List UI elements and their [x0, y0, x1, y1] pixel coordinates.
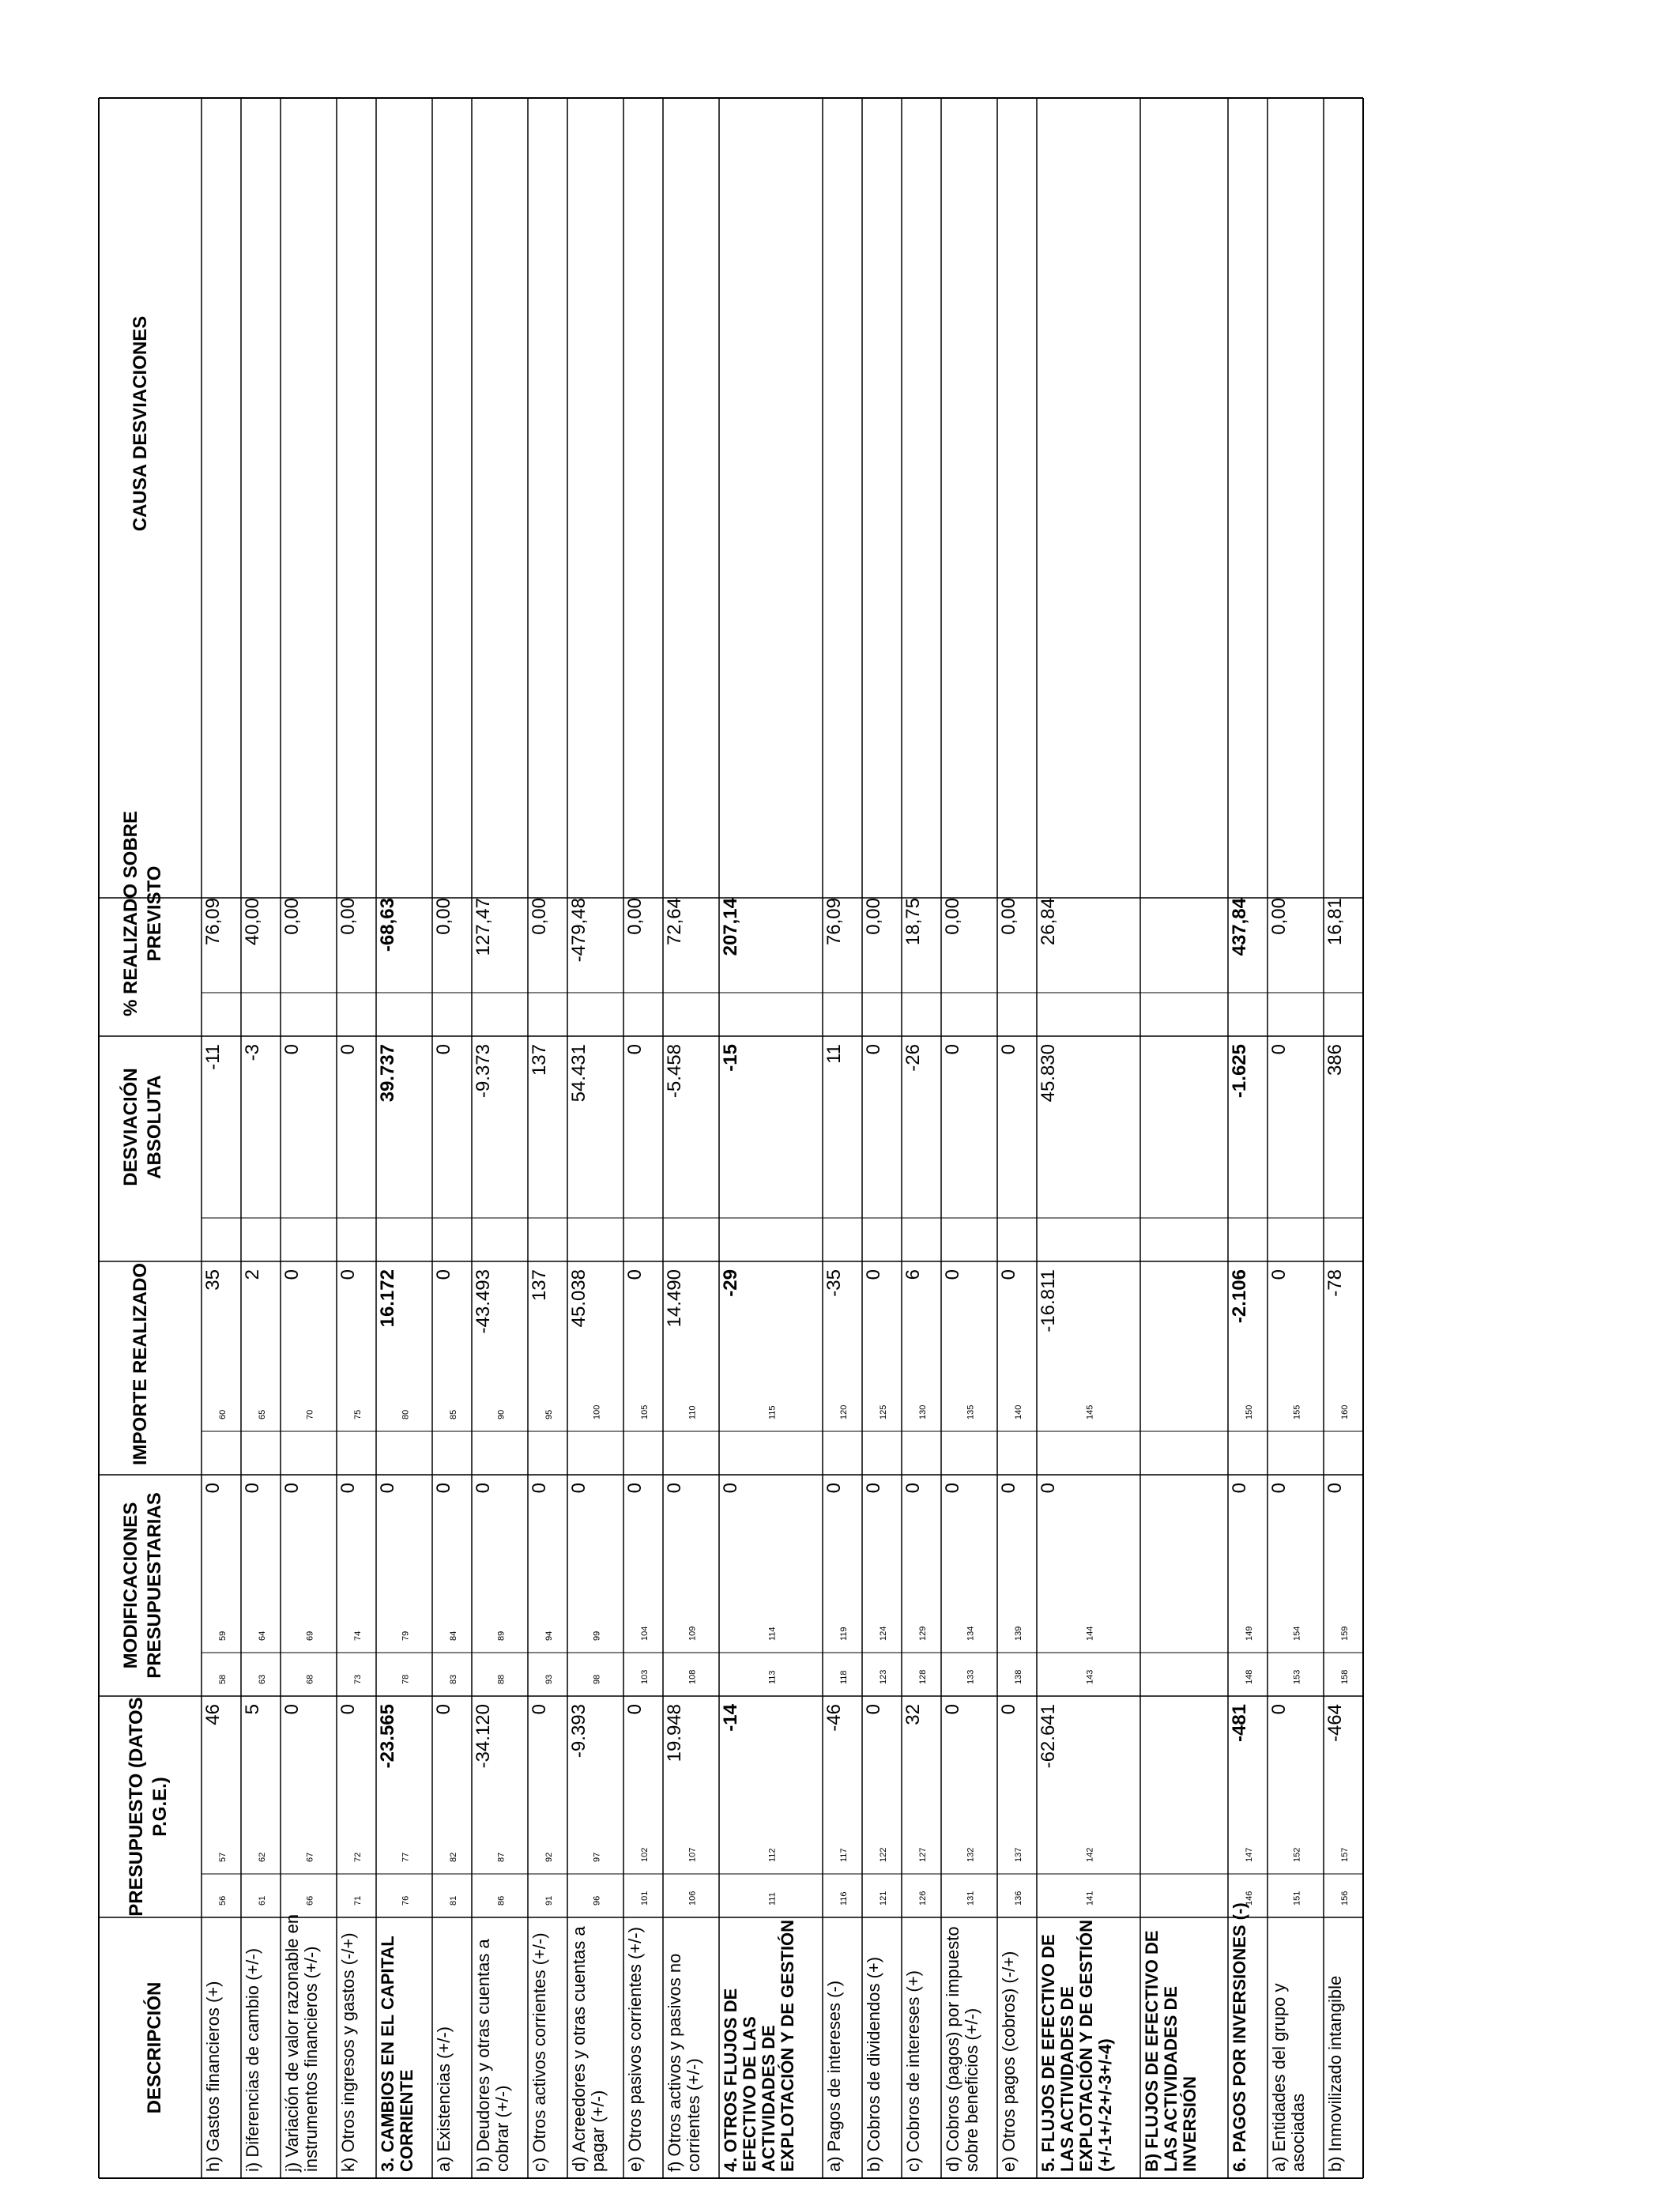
row-code: 93	[544, 1674, 554, 1684]
row-value: 76,09	[823, 898, 845, 946]
row-value: 0	[529, 1704, 550, 1715]
row-code: 70	[305, 1409, 315, 1419]
row-value: 0	[1229, 1483, 1250, 1494]
row-code: 149	[1245, 1626, 1254, 1641]
row-code: 142	[1085, 1847, 1095, 1862]
row-label: i) Diferencias de cambio (+/-)	[243, 1947, 262, 2172]
row-code: 66	[305, 1895, 315, 1906]
row-value: 0	[433, 1269, 454, 1280]
row-value: 0	[998, 1483, 1019, 1494]
row-value: 0	[242, 1483, 263, 1494]
header-importe-realizado: IMPORTE REALIZADO	[130, 1263, 151, 1465]
row-code: 56	[218, 1895, 228, 1906]
row-value: -1.625	[1229, 1044, 1250, 1099]
row-code: 85	[449, 1409, 458, 1419]
row-value: 32	[902, 1704, 924, 1725]
row-code: 72	[353, 1852, 363, 1862]
row-value: 0	[902, 1483, 924, 1494]
row-value: 0	[1324, 1483, 1346, 1494]
row-value: 2	[242, 1269, 263, 1280]
row-code: 98	[592, 1674, 602, 1684]
row-code: 76	[401, 1895, 411, 1906]
row-value: 0	[281, 1483, 303, 1494]
row-code: 58	[218, 1674, 228, 1684]
row-value: 0	[281, 1704, 303, 1715]
row-label: j) Variación de valor razonable en	[282, 1913, 302, 2172]
row-value: 0	[720, 1483, 741, 1494]
row-value: 137	[529, 1269, 550, 1302]
row-code: 156	[1340, 1891, 1350, 1906]
row-code: 77	[401, 1852, 411, 1862]
row-value: 26,84	[1038, 898, 1059, 946]
row-value: 0	[624, 1044, 646, 1055]
row-value: 45.038	[568, 1269, 590, 1328]
row-value: 0	[1268, 1704, 1290, 1715]
row-code: 117	[839, 1848, 849, 1862]
row-code: 81	[449, 1895, 458, 1906]
row-code: 87	[496, 1852, 507, 1862]
row-value: 0	[337, 1269, 359, 1280]
row-code: 122	[879, 1847, 888, 1862]
row-value: -14	[720, 1704, 741, 1732]
row-value: 0,00	[998, 898, 1019, 935]
row-code: 153	[1292, 1669, 1302, 1684]
row-code: 146	[1245, 1891, 1254, 1906]
row-code: 137	[1014, 1847, 1023, 1862]
row-value: 0	[863, 1704, 884, 1715]
row-value: 35	[202, 1269, 224, 1291]
row-code: 155	[1292, 1404, 1302, 1419]
row-label: INVERSIÓN	[1180, 2075, 1200, 2172]
row-value: 0,00	[281, 898, 303, 935]
row-code: 152	[1292, 1847, 1302, 1862]
row-code: 151	[1292, 1891, 1302, 1906]
row-code: 130	[918, 1404, 928, 1419]
row-code: 141	[1085, 1891, 1095, 1906]
header-porcentaje: % REALIZADO SOBRE	[120, 810, 141, 1017]
row-code: 135	[966, 1404, 976, 1419]
row-code: 111	[767, 1892, 778, 1906]
row-code: 139	[1014, 1626, 1023, 1641]
row-value: 0	[823, 1483, 845, 1494]
row-code: 101	[640, 1891, 650, 1906]
row-code: 124	[879, 1626, 888, 1641]
header-descripcion: DESCRIPCIÓN	[144, 1981, 165, 2114]
row-label: 6. PAGOS POR INVERSIONES (-)	[1230, 1902, 1249, 2172]
row-code: 71	[353, 1895, 363, 1906]
row-code: 96	[592, 1895, 602, 1906]
row-label: ACTIVIDADES DE	[759, 2025, 778, 2172]
row-value: 0	[337, 1044, 359, 1055]
row-value: 0	[202, 1483, 224, 1494]
row-label: sobre beneficios (+/-)	[962, 2007, 981, 2172]
row-label: LAS ACTIVIDADES DE	[1161, 1985, 1181, 2172]
row-value: 0	[624, 1704, 646, 1715]
row-value: 0	[433, 1483, 454, 1494]
row-code: 80	[401, 1409, 411, 1419]
row-value: 0,00	[337, 898, 359, 935]
row-code: 92	[544, 1852, 554, 1862]
row-label: f) Otros activos y pasivos no	[665, 1953, 684, 2172]
row-code: 138	[1014, 1669, 1023, 1684]
header-modificaciones: PRESUPUESTARIAS	[144, 1492, 165, 1679]
row-value: 0	[863, 1483, 884, 1494]
row-value: 0	[624, 1483, 646, 1494]
row-label: 4. OTROS FLUJOS DE	[721, 1988, 740, 2172]
row-code: 118	[839, 1670, 849, 1684]
row-value: -2.106	[1229, 1269, 1250, 1324]
row-label: EXPLOTACIÓN Y DE GESTIÓN	[1076, 1919, 1096, 2172]
row-label: b) Cobros de dividendos (+)	[864, 1956, 883, 2172]
row-value: 0	[1268, 1483, 1290, 1494]
row-code: 129	[918, 1626, 928, 1641]
row-code: 64	[258, 1630, 267, 1641]
row-value: 0	[377, 1483, 398, 1494]
row-value: 0	[624, 1269, 646, 1280]
row-code: 103	[640, 1669, 650, 1684]
row-code: 125	[879, 1404, 888, 1419]
row-code: 136	[1014, 1891, 1023, 1906]
row-code: 97	[592, 1852, 602, 1862]
row-label: a) Pagos de intereses (-)	[824, 1980, 844, 2172]
row-value: 76,09	[202, 898, 224, 946]
row-code: 132	[966, 1847, 976, 1862]
row-code: 133	[966, 1669, 976, 1684]
row-value: 0,00	[529, 898, 550, 935]
row-value: 16,81	[1324, 898, 1346, 946]
row-value: 5	[242, 1704, 263, 1715]
row-value: 0	[433, 1044, 454, 1055]
row-value: 0	[337, 1483, 359, 1494]
row-code: 74	[353, 1630, 363, 1641]
row-value: 0	[998, 1704, 1019, 1715]
row-label: 3. CAMBIOS EN EL CAPITAL	[378, 1936, 397, 2172]
row-value: -15	[720, 1044, 741, 1072]
row-label: cobrar (+/-)	[492, 2085, 512, 2172]
row-code: 75	[353, 1409, 363, 1419]
row-code: 126	[918, 1891, 928, 1906]
header-presupuesto: PRESUPUESTO (DATOS	[126, 1697, 147, 1917]
row-code: 63	[258, 1674, 267, 1684]
row-code: 159	[1340, 1626, 1350, 1641]
row-code: 79	[401, 1630, 411, 1641]
row-value: 54.431	[568, 1044, 590, 1103]
row-label: b) Inmovilizado intangible	[1325, 1975, 1345, 2172]
row-value: -34.120	[473, 1704, 494, 1769]
row-value: 0	[529, 1483, 550, 1494]
row-code: 94	[544, 1630, 554, 1641]
row-code: 78	[401, 1674, 411, 1684]
row-code: 120	[839, 1404, 849, 1419]
row-code: 114	[767, 1627, 778, 1641]
row-value: 137	[529, 1044, 550, 1076]
row-value: 0	[664, 1483, 685, 1494]
row-code: 83	[449, 1674, 458, 1684]
row-label: EXPLOTACIÓN Y DE GESTIÓN	[778, 1919, 797, 2172]
row-label: EFECTIVO DE LAS	[740, 2016, 759, 2172]
row-label: a) Entidades del grupo y	[1269, 1983, 1289, 2172]
row-code: 73	[353, 1674, 363, 1684]
row-value: 11	[823, 1044, 845, 1064]
row-code: 157	[1340, 1847, 1350, 1862]
row-code: 160	[1340, 1404, 1350, 1419]
row-value: 0	[863, 1044, 884, 1055]
row-value: 14.490	[664, 1269, 685, 1328]
row-label: d) Acreedores y otras cuentas a	[569, 1926, 589, 2172]
row-label: B) FLUJOS DE EFECTIVO DE	[1142, 1930, 1162, 2172]
row-code: 154	[1292, 1626, 1302, 1641]
row-value: -479,48	[568, 898, 590, 963]
row-code: 158	[1340, 1669, 1350, 1684]
row-code: 109	[687, 1626, 698, 1641]
row-value: 0	[281, 1044, 303, 1055]
row-code: 99	[592, 1630, 602, 1641]
row-value: -16.811	[1038, 1269, 1059, 1333]
row-value: 386	[1324, 1044, 1346, 1076]
row-value: -46	[823, 1704, 845, 1732]
row-label: h) Gastos financieros (+)	[203, 1981, 223, 2172]
row-code: 60	[218, 1409, 228, 1419]
row-code: 121	[879, 1891, 888, 1906]
header-modificaciones: MODIFICACIONES	[120, 1502, 141, 1669]
header-desviacion: ABSOLUTA	[144, 1075, 165, 1179]
row-code: 140	[1014, 1404, 1023, 1419]
row-code: 100	[592, 1404, 602, 1419]
row-label: LAS ACTIVIDADES DE	[1057, 1985, 1077, 2172]
row-value: -5.458	[664, 1044, 685, 1099]
row-code: 112	[767, 1848, 778, 1862]
row-label: b) Deudores y otras cuentas a	[473, 1939, 493, 2172]
row-value: 0,00	[942, 898, 963, 935]
row-code: 119	[839, 1627, 849, 1641]
row-value: -481	[1229, 1704, 1250, 1743]
row-value: -3	[242, 1044, 263, 1061]
row-code: 104	[640, 1626, 650, 1641]
row-label: asociadas	[1288, 2093, 1308, 2172]
row-code: 57	[218, 1852, 228, 1862]
row-code: 134	[966, 1626, 976, 1641]
row-value: 16.172	[377, 1269, 398, 1328]
row-code: 82	[449, 1852, 458, 1862]
row-value: 0	[942, 1483, 963, 1494]
row-code: 147	[1245, 1847, 1254, 1862]
row-value: 207,14	[720, 898, 741, 956]
row-code: 115	[767, 1405, 778, 1419]
row-label: corrientes (+/-)	[684, 2058, 703, 2172]
row-code: 86	[496, 1895, 507, 1906]
row-label: c) Otros activos corrientes (+/-)	[529, 1932, 549, 2172]
row-value: 0,00	[863, 898, 884, 935]
row-code: 61	[258, 1895, 267, 1906]
row-label: (+/-1+/-2+/-3+/-4)	[1095, 2038, 1115, 2172]
row-code: 69	[305, 1630, 315, 1641]
row-label: pagar (+/-)	[588, 2090, 608, 2172]
row-code: 116	[839, 1891, 849, 1906]
header-causa: CAUSA DESVIACIONES	[130, 315, 151, 532]
row-code: 84	[449, 1630, 458, 1641]
row-code: 107	[687, 1847, 698, 1862]
row-code: 89	[496, 1630, 507, 1641]
row-value: -23.565	[377, 1704, 398, 1769]
row-value: 0,00	[433, 898, 454, 935]
row-value: 45.830	[1038, 1044, 1059, 1103]
row-value: 0	[473, 1483, 494, 1494]
row-label: d) Cobros (pagos) por impuesto	[943, 1926, 962, 2172]
row-code: 113	[767, 1670, 778, 1684]
row-code: 143	[1085, 1669, 1095, 1684]
row-value: 0	[942, 1704, 963, 1715]
row-value: 0	[998, 1269, 1019, 1280]
row-value: 0,00	[624, 898, 646, 935]
row-code: 62	[258, 1852, 267, 1862]
row-label: instrumentos financieros (+/-)	[301, 1946, 321, 2172]
row-value: -464	[1324, 1704, 1346, 1743]
header-porcentaje: PREVISTO	[144, 865, 165, 962]
row-value: 0	[337, 1704, 359, 1715]
row-code: 106	[687, 1891, 698, 1906]
row-value: 0	[1268, 1269, 1290, 1280]
row-value: 0	[942, 1044, 963, 1055]
row-code: 108	[687, 1669, 698, 1684]
row-value: 46	[202, 1704, 224, 1725]
row-value: -43.493	[473, 1269, 494, 1334]
row-value: 6	[902, 1269, 924, 1280]
row-value: -11	[202, 1044, 224, 1070]
row-code: 90	[496, 1409, 507, 1419]
row-value: 19.948	[664, 1704, 685, 1762]
row-label: k) Otros ingresos y gastos (-/+)	[338, 1932, 358, 2172]
row-code: 91	[544, 1895, 554, 1906]
header-desviacion: DESVIACIÓN	[120, 1068, 141, 1186]
row-code: 102	[640, 1847, 650, 1862]
row-value: 72,64	[664, 898, 685, 946]
row-code: 68	[305, 1674, 315, 1684]
row-label: e) Otros pasivos corrientes (+/-)	[625, 1927, 645, 2172]
row-code: 123	[879, 1669, 888, 1684]
row-value: 0	[568, 1483, 590, 1494]
row-code: 88	[496, 1674, 507, 1684]
row-value: 127,47	[473, 898, 494, 956]
row-value: -78	[1324, 1269, 1346, 1297]
row-code: 131	[966, 1891, 976, 1906]
row-code: 67	[305, 1852, 315, 1862]
row-label: a) Existencias (+/-)	[434, 2026, 454, 2172]
row-value: -35	[823, 1269, 845, 1297]
row-code: 105	[640, 1404, 650, 1419]
row-value: 0	[433, 1704, 454, 1715]
row-code: 127	[918, 1847, 928, 1862]
row-value: 0	[1268, 1044, 1290, 1055]
row-value: 18,75	[902, 898, 924, 946]
row-code: 128	[918, 1669, 928, 1684]
row-code: 65	[258, 1409, 267, 1419]
row-code: 59	[218, 1630, 228, 1641]
row-value: 437,84	[1229, 898, 1250, 956]
row-code: 148	[1245, 1669, 1254, 1684]
row-value: -68,63	[377, 898, 398, 952]
row-value: 0	[942, 1269, 963, 1280]
row-value: 0,00	[1268, 898, 1290, 935]
row-label: c) Cobros de intereses (+)	[903, 1970, 923, 2172]
row-value: 0	[281, 1269, 303, 1280]
row-value: -62.641	[1038, 1704, 1059, 1769]
row-value: 0	[998, 1044, 1019, 1055]
row-code: 145	[1085, 1404, 1095, 1419]
row-value: 39.737	[377, 1044, 398, 1103]
row-label: 5. FLUJOS DE EFECTIVO DE	[1038, 1934, 1058, 2172]
row-code: 95	[544, 1409, 554, 1419]
row-code: 150	[1245, 1404, 1254, 1419]
row-label: e) Otros pagos (cobros) (-/+)	[999, 1951, 1019, 2172]
row-value: 40,00	[242, 898, 263, 946]
row-value: 0	[863, 1269, 884, 1280]
row-label: CORRIENTE	[397, 2069, 416, 2172]
row-code: 110	[687, 1405, 698, 1419]
row-value: -29	[720, 1269, 741, 1297]
row-value: 0	[1038, 1483, 1059, 1494]
row-value: -9.393	[568, 1704, 590, 1759]
row-value: -26	[902, 1044, 924, 1072]
row-code: 144	[1085, 1626, 1095, 1641]
row-value: -9.373	[473, 1044, 494, 1099]
header-presupuesto: P.G.E.)	[149, 1777, 171, 1837]
